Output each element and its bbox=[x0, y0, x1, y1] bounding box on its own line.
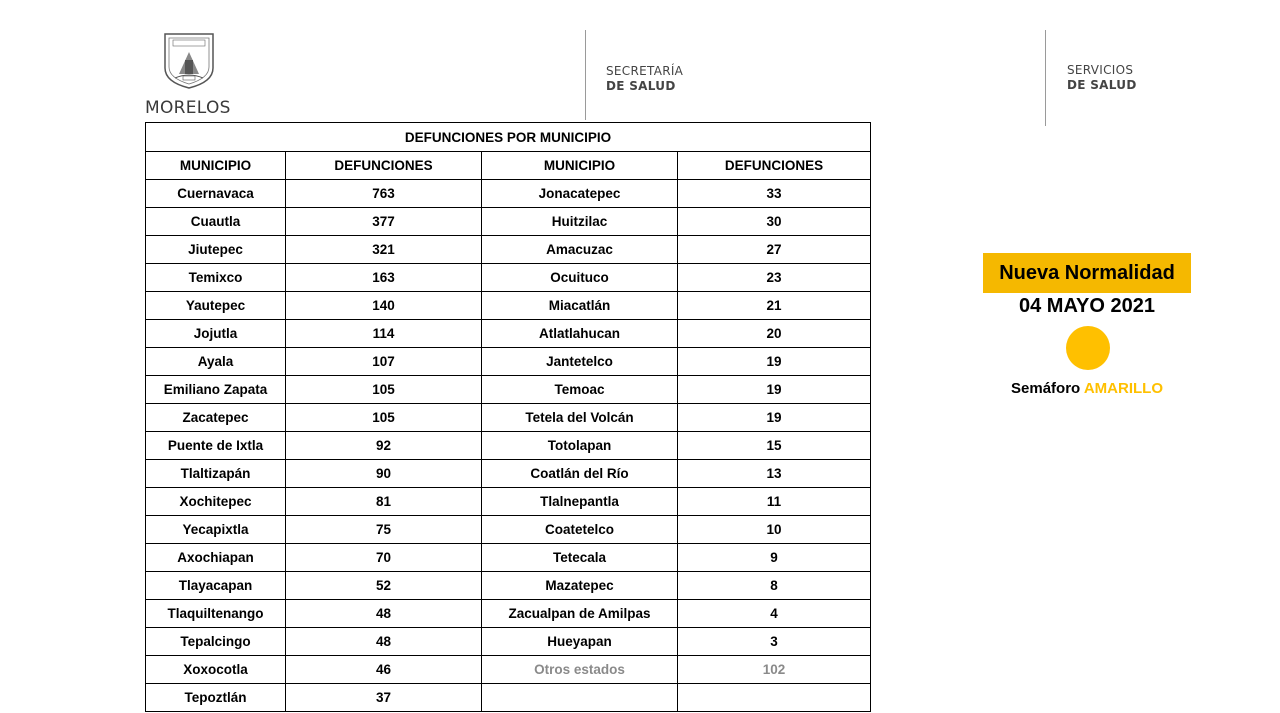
table-row bbox=[146, 264, 871, 292]
defunciones-cell: 4 bbox=[678, 600, 871, 628]
municipio-cell: Yautepec bbox=[146, 292, 286, 320]
defunciones-cell: 48 bbox=[286, 628, 482, 656]
servicios-salud-label bbox=[1067, 63, 1137, 93]
defunciones-cell: 21 bbox=[678, 292, 871, 320]
municipio-cell: Totolapan bbox=[482, 432, 678, 460]
table-row bbox=[146, 404, 871, 432]
defunciones-cell: 3 bbox=[678, 628, 871, 656]
table-row bbox=[146, 516, 871, 544]
municipio-cell: Atlatlahucan bbox=[482, 320, 678, 348]
table-row bbox=[146, 628, 871, 656]
municipio-cell: Tlayacapan bbox=[146, 572, 286, 600]
defunciones-cell: 30 bbox=[678, 208, 871, 236]
table-row bbox=[146, 544, 871, 572]
table-row bbox=[146, 180, 871, 208]
secretaria-line1: SECRETARÍA bbox=[606, 64, 684, 78]
semaforo-light bbox=[1066, 326, 1110, 370]
table-row bbox=[146, 684, 871, 712]
municipio-cell: Ocuituco bbox=[482, 264, 678, 292]
municipio-cell: Otros estados bbox=[482, 656, 678, 684]
defunciones-cell: 114 bbox=[286, 320, 482, 348]
municipio-cell: Tlaltizapán bbox=[146, 460, 286, 488]
defunciones-cell: 46 bbox=[286, 656, 482, 684]
col-header-defunciones: DEFUNCIONES bbox=[678, 152, 871, 180]
table-row bbox=[146, 348, 871, 376]
municipio-cell: Jonacatepec bbox=[482, 180, 678, 208]
municipio-cell: Tetela del Volcán bbox=[482, 404, 678, 432]
table-row bbox=[146, 600, 871, 628]
defunciones-cell: 105 bbox=[286, 376, 482, 404]
defunciones-cell: 19 bbox=[678, 348, 871, 376]
municipio-cell: Tepoztlán bbox=[146, 684, 286, 712]
table-row bbox=[146, 656, 871, 684]
defunciones-cell: 75 bbox=[286, 516, 482, 544]
defunciones-cell: 102 bbox=[678, 656, 871, 684]
defunciones-cell: 140 bbox=[286, 292, 482, 320]
defunciones-cell: 27 bbox=[678, 236, 871, 264]
defunciones-cell: 23 bbox=[678, 264, 871, 292]
defunciones-cell: 19 bbox=[678, 376, 871, 404]
municipio-cell: Amacuzac bbox=[482, 236, 678, 264]
nueva-normalidad-badge: Nueva Normalidad bbox=[983, 253, 1191, 293]
defunciones-cell: 90 bbox=[286, 460, 482, 488]
defunciones-cell: 8 bbox=[678, 572, 871, 600]
table-title: DEFUNCIONES POR MUNICIPIO bbox=[146, 123, 871, 152]
table-row bbox=[146, 236, 871, 264]
table-header-row bbox=[146, 152, 871, 180]
table-row bbox=[146, 460, 871, 488]
table-row bbox=[146, 208, 871, 236]
defunciones-cell: 33 bbox=[678, 180, 871, 208]
table-row bbox=[146, 572, 871, 600]
semaforo-status-line bbox=[983, 380, 1191, 397]
municipio-cell: Puente de Ixtla bbox=[146, 432, 286, 460]
municipio-cell: Emiliano Zapata bbox=[146, 376, 286, 404]
municipio-cell: Cuernavaca bbox=[146, 180, 286, 208]
defunciones-cell: 763 bbox=[286, 180, 482, 208]
municipio-cell: Jantetelco bbox=[482, 348, 678, 376]
municipio-cell: Tetecala bbox=[482, 544, 678, 572]
header-divider-2 bbox=[1045, 30, 1046, 126]
municipio-cell: Mazatepec bbox=[482, 572, 678, 600]
table-row bbox=[146, 292, 871, 320]
table-row bbox=[146, 376, 871, 404]
municipio-cell: Tlaquiltenango bbox=[146, 600, 286, 628]
defunciones-cell: 163 bbox=[286, 264, 482, 292]
municipio-cell: Jojutla bbox=[146, 320, 286, 348]
municipio-cell: Jiutepec bbox=[146, 236, 286, 264]
defunciones-cell: 70 bbox=[286, 544, 482, 572]
defunciones-cell bbox=[678, 684, 871, 712]
report-date: 04 MAYO 2021 bbox=[1018, 295, 1155, 317]
secretaria-salud-label bbox=[606, 64, 683, 94]
municipio-cell: Hueyapan bbox=[482, 628, 678, 656]
defunciones-cell: 321 bbox=[286, 236, 482, 264]
defunciones-cell: 81 bbox=[286, 488, 482, 516]
defunciones-cell: 377 bbox=[286, 208, 482, 236]
municipio-cell bbox=[482, 684, 678, 712]
semaforo-label: Semáforo bbox=[1011, 380, 1081, 397]
defunciones-cell: 15 bbox=[678, 432, 871, 460]
municipio-cell: Tepalcingo bbox=[146, 628, 286, 656]
municipio-cell: Axochiapan bbox=[146, 544, 286, 572]
semaforo-status: AMARILLO bbox=[1083, 380, 1163, 397]
defunciones-cell: 13 bbox=[678, 460, 871, 488]
defunciones-cell: 105 bbox=[286, 404, 482, 432]
municipio-cell: Huitzilac bbox=[482, 208, 678, 236]
defunciones-cell: 48 bbox=[286, 600, 482, 628]
municipio-cell: Zacatepec bbox=[146, 404, 286, 432]
defunciones-table bbox=[145, 122, 871, 712]
header-divider-1 bbox=[585, 30, 586, 120]
defunciones-cell: 11 bbox=[678, 488, 871, 516]
municipio-cell: Cuautla bbox=[146, 208, 286, 236]
col-header-municipio: MUNICIPIO bbox=[146, 152, 286, 180]
state-seal-icon bbox=[159, 30, 219, 90]
servicios-line1: SERVICIOS bbox=[1067, 63, 1134, 77]
morelos-logo bbox=[145, 30, 235, 118]
municipio-cell: Miacatlán bbox=[482, 292, 678, 320]
municipio-cell: Temoac bbox=[482, 376, 678, 404]
servicios-line2: DE SALUD bbox=[1067, 78, 1137, 92]
municipio-cell: Tlalnepantla bbox=[482, 488, 678, 516]
defunciones-cell: 37 bbox=[286, 684, 482, 712]
defunciones-cell: 92 bbox=[286, 432, 482, 460]
col-header-defunciones: DEFUNCIONES bbox=[286, 152, 482, 180]
municipio-cell: Coatlán del Río bbox=[482, 460, 678, 488]
municipio-cell: Zacualpan de Amilpas bbox=[482, 600, 678, 628]
logo-wordmark: MORELOS bbox=[145, 98, 231, 118]
municipio-cell: Xochitepec bbox=[146, 488, 286, 516]
defunciones-cell: 52 bbox=[286, 572, 482, 600]
table-row bbox=[146, 320, 871, 348]
municipio-cell: Coatetelco bbox=[482, 516, 678, 544]
col-header-municipio: MUNICIPIO bbox=[482, 152, 678, 180]
municipio-cell: Xoxocotla bbox=[146, 656, 286, 684]
defunciones-cell: 20 bbox=[678, 320, 871, 348]
defunciones-cell: 107 bbox=[286, 348, 482, 376]
defunciones-cell: 9 bbox=[678, 544, 871, 572]
municipio-cell: Temixco bbox=[146, 264, 286, 292]
table-row bbox=[146, 488, 871, 516]
municipio-cell: Yecapixtla bbox=[146, 516, 286, 544]
secretaria-line2: DE SALUD bbox=[606, 79, 676, 93]
defunciones-cell: 19 bbox=[678, 404, 871, 432]
municipio-cell: Ayala bbox=[146, 348, 286, 376]
table-row bbox=[146, 432, 871, 460]
defunciones-cell: 10 bbox=[678, 516, 871, 544]
